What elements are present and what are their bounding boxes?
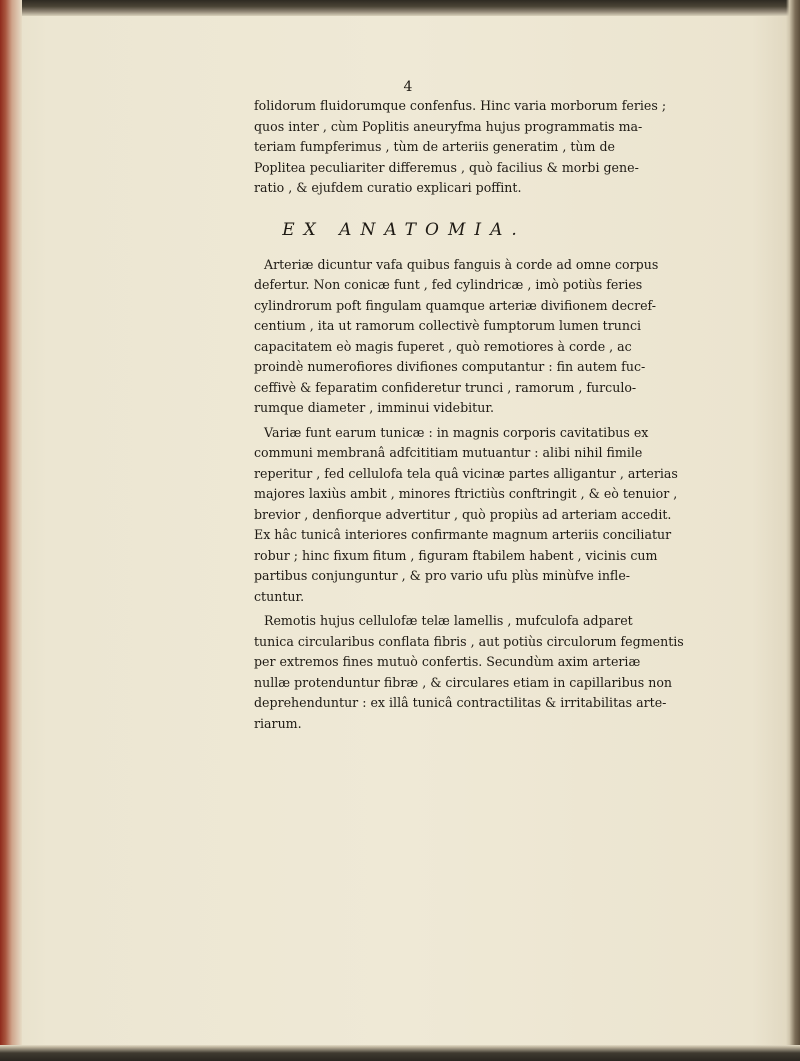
text-line: rumque diameter , imminui videbitur. (254, 400, 494, 415)
text-line: centium , ita ut ramorum collectivè fumptorum lumen trunci (254, 318, 642, 333)
text-line: Variæ funt earum tunicæ : in magnis corporis cavitatibus ex (264, 424, 649, 440)
text-line: ctuntur. (254, 588, 305, 604)
text-line: cylindrorum poft fingulam quamque arteriæ divifionem decref- (254, 297, 657, 313)
section-heading: EX ANATOMIA. (282, 219, 526, 240)
text-line: robur ; hinc fixum fitum , figuram ftabilem habent , vicinis cum (254, 547, 658, 563)
scan-top-edge (0, 0, 800, 16)
text-block (254, 78, 684, 734)
text-line: deprehenduntur : ex illâ tunicâ contractilitas & irritabilitas arte- (254, 695, 667, 710)
paragraph-arteriae (254, 255, 659, 419)
paragraph-tunicae (254, 423, 678, 608)
text-line: proindè numerofiores divifiones computantur : fin autem fuc- (254, 359, 646, 374)
paragraph-remotis (254, 611, 684, 734)
text-line: ratio , & ejufdem curatio explicari poffint. (254, 180, 522, 195)
text-line: Poplitea peculiariter differemus , quò facilius & morbi gene- (254, 159, 639, 175)
text-line: riarum. (254, 715, 302, 731)
text-line: majores laxiùs ambit , minores ftrictiùs conftringit , & eò tenuior , (254, 486, 678, 501)
text-line: per extremos fines mutuò confertis. Secundùm axim arteriæ (254, 654, 641, 669)
scan-right-edge (786, 0, 800, 1061)
text-line: brevior , denfiorque advertitur , quò propiùs ad arteriam accedit. (254, 506, 672, 522)
text-line: reperitur , fed cellulofa tela quâ vicinæ partes alligantur , arterias (254, 465, 678, 481)
text-line: Ex hâc tunicâ interiores confirmante magnum arteriis conciliatur (254, 527, 672, 542)
text-line: communi membranâ adfcititiam mutuantur : alibi nihil fimile (254, 445, 643, 460)
text-line: tunica circularibus conflata fibris , aut potiùs circulorum fegmentis (254, 633, 684, 649)
text-line: folidorum fluidorumque confenfus. Hinc varia morborum feries ; (254, 98, 667, 113)
text-line: teriam fumpferimus , tùm de arteriis generatim , tùm de (254, 139, 615, 154)
text-line: quos inter , cùm Poplitis aneuryfma hujus programmatis ma- (254, 118, 643, 134)
scan-bottom-edge (0, 1045, 800, 1061)
intro-paragraph (254, 96, 667, 199)
text-line: nullæ protenduntur fibræ , & circulares etiam in capillaribus non (254, 674, 673, 690)
text-line: Arteriæ dicuntur vafa quibus fanguis à corde ad omne corpus (264, 256, 659, 272)
page-number: 4 (403, 79, 413, 95)
text-line: ceffivè & feparatim confideretur trunci , ramorum , furculo- (254, 379, 637, 395)
text-line: defertur. Non conicæ funt , fed cylindricæ , imò potiùs feries (254, 277, 643, 292)
scan-left-edge (0, 0, 22, 1061)
text-line: partibus conjunguntur , & pro vario ufu plùs minùfve infle- (254, 568, 631, 583)
text-line: Remotis hujus cellulofæ telæ lamellis , mufculofa adparet (264, 613, 633, 628)
text-line: capacitatem eò magis fuperet , quò remotiores à corde , ac (254, 338, 632, 354)
